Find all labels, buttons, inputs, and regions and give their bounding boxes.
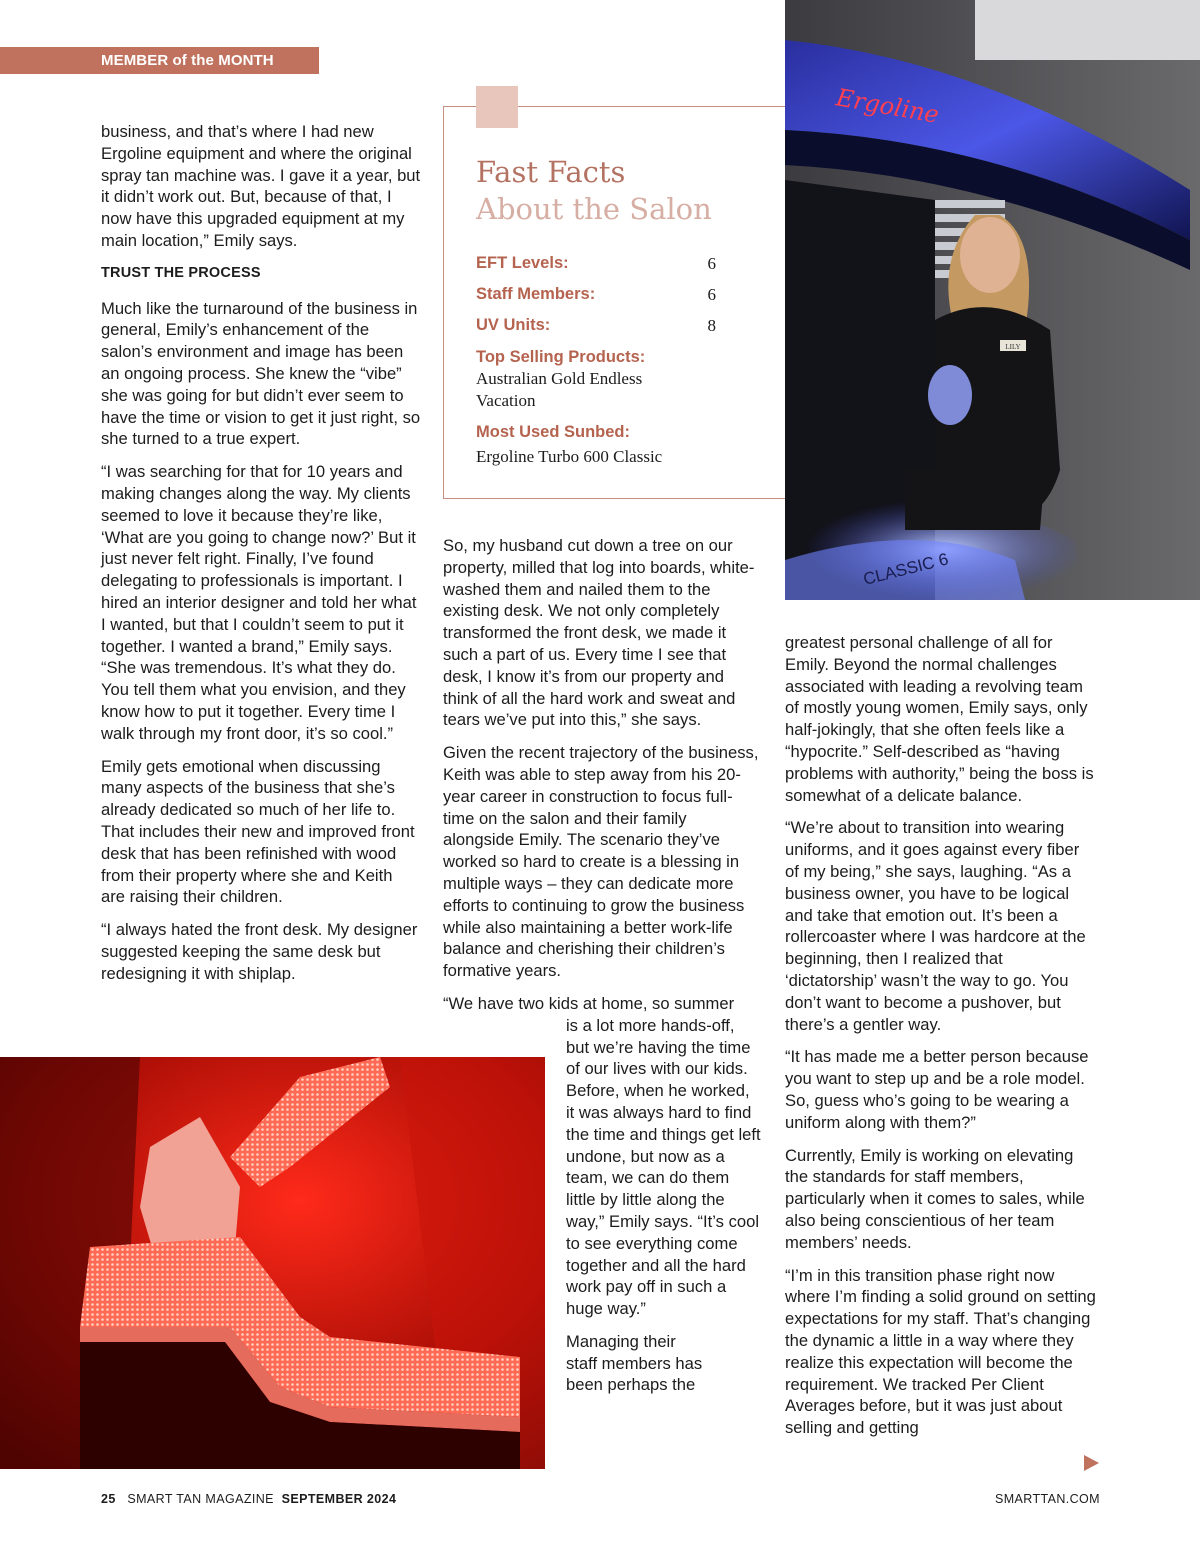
fact-label-top-selling: Top Selling Products: bbox=[476, 348, 646, 366]
footer-left bbox=[101, 1492, 396, 1506]
fast-facts-content bbox=[476, 154, 776, 468]
paragraph: Much like the turnaround of the business in general, Emily’s enhancement of the salon’s environment and image has been an ongoing process. She knew the “vibe” she was going for but didn’t ever seem to have the time or vision to get it just right, so she turned to a true expert. bbox=[101, 298, 421, 449]
fact-label: EFT Levels: bbox=[476, 254, 569, 272]
next-page-arrow-icon[interactable] bbox=[1084, 1455, 1099, 1471]
fact-row-staff bbox=[476, 279, 716, 310]
fact-row-eft bbox=[476, 248, 716, 279]
paragraph: So, my husband cut down a tree on our property, milled that log into boards, white-washed them and nailed them to the existing desk. We not only completely transformed the front desk, we made it such a part of us. Every time I see that desk, I know it’s from our property and think of all the hard work and sweat and tears we’ve put into this,” she says. bbox=[443, 536, 755, 730]
fact-label: UV Units: bbox=[476, 316, 551, 334]
paragraph: “It has made me a better person because you want to step up and be a role model. So, guess who’s going to be wearing a uniform along with them?” bbox=[785, 1047, 1089, 1132]
facts-subtitle: About the Salon bbox=[476, 192, 712, 226]
bed-label-text: CLASSIC 6 bbox=[861, 549, 951, 589]
decorative-square bbox=[476, 86, 518, 128]
fact-label-sunbed: Most Used Sunbed: bbox=[476, 423, 631, 441]
fact-value-top-selling: Australian Gold Endless Vacation bbox=[476, 369, 643, 410]
issue-date: SEPTEMBER 2024 bbox=[281, 1492, 397, 1506]
fact-row-uv bbox=[476, 310, 716, 341]
paragraph: Given the recent trajectory of the business, Keith was able to step away from his 20-year career in construction to focus full-time on the salon and their family alongside Emily. The scenario they’ve worked so hard to create is a blessing in multiple ways – they can dedicate more efforts to continuing to grow the business while also maintaining a better work-life balance and cherishing their children’s formative years. bbox=[443, 743, 759, 981]
subheading: TRUST THE PROCESS bbox=[101, 264, 261, 281]
name-badge-text: LILY bbox=[1005, 343, 1021, 351]
section-tag: MEMBER of the MONTH bbox=[0, 47, 319, 74]
page-number: 25 bbox=[101, 1492, 116, 1506]
paragraph: is a lot more hands-off, but we’re having the time of our lives with our kids. Before, when he worked, it was always hard to find the time and things get left undone, but now as a team, we can do them little by little along the way,” Emily says. “It’s cool to see everything come together and all the hard work pay off in such a huge way.” bbox=[566, 1015, 761, 1319]
paragraph: Managing their staff members has been perhaps the bbox=[566, 1331, 703, 1395]
ergoline-logo-text: Ergoline bbox=[833, 83, 942, 129]
article-column-1 bbox=[101, 121, 421, 995]
paragraph: Emily gets emotional when discussing many aspects of the business that she’s already dedicated so much of her life to. That includes their new and improved front desk that has been refinished with wood from their property where she and Keith are raising their children. bbox=[101, 756, 415, 907]
photo-woman-sunbed bbox=[785, 0, 1200, 600]
fact-value: 6 bbox=[707, 253, 716, 273]
paragraph: “We’re about to transition into wearing uniforms, and it goes against every fiber of my being,” she says, laughing. “As a business owner, you have to be logical and take that emotion out. It’s been a rollercoaster where I was hardcore at the beginning, then I realized that ‘dictatorship’ wasn’t the way to go. You don’t want to become a pushover, but there’s a gentler way. bbox=[785, 818, 1086, 1034]
paragraph: “I always hated the front desk. My designer suggested keeping the same desk but redesigning it with shiplap. bbox=[101, 920, 418, 983]
photo-red-light-bed bbox=[0, 1057, 545, 1469]
fact-value-sunbed: Ergoline Turbo 600 Classic bbox=[476, 447, 663, 466]
paragraph: “I was searching for that for 10 years and making changes along the way. My clients seemed to love it because they’re like, ‘What are you going to change now?’ But it just never felt right. Finally, I’ve found delegating to professionals is important. I hired an interior designer and told her what I wanted, but that I couldn’t seem to put it together. I wanted a brand,” Emily says. “She was tremendous. It’s what they do. You tell them what you envision, and they know how to put it together. Every time I walk through my front door, it’s so cool.” bbox=[101, 462, 417, 743]
magazine-name: SMART TAN MAGAZINE bbox=[127, 1492, 274, 1506]
fact-value: 6 bbox=[707, 284, 716, 304]
fact-value: 8 bbox=[707, 315, 716, 335]
article-column-3 bbox=[785, 632, 1097, 1450]
paragraph: greatest personal challenge of all for Emily. Beyond the normal challenges associated with leading a revolving team of mostly young women, Emily says, only half-jokingly, that she often feels like a “hypocrite.” Self-described as “having problems with authority,” being the boss is somewhat of a delicate balance. bbox=[785, 633, 1094, 805]
fact-label: Staff Members: bbox=[476, 285, 596, 303]
paragraph: “We have two kids at home, so summer bbox=[443, 993, 735, 1013]
paragraph: “I’m in this transition phase right now where I’m finding a solid ground on setting expectations for my staff. That’s changing the dynamic a little in a way where they realize this expectation will become the requirement. We tracked Per Client Averages before, but it was just about selling and getting bbox=[785, 1265, 1096, 1438]
facts-title: Fast Facts bbox=[476, 155, 626, 189]
paragraph: business, and that’s where I had new Ergoline equipment and where the original spray tan machine was. I gave it a year, but it didn’t work out. But, because of that, I now have this upgraded equipment at my main location,” Emily says. bbox=[101, 122, 421, 250]
paragraph: Currently, Emily is working on elevating the standards for staff members, particularly when it comes to sales, while also being conscientious of her team members’ needs. bbox=[785, 1145, 1085, 1252]
footer-website[interactable]: SMARTTAN.COM bbox=[994, 1492, 1100, 1506]
